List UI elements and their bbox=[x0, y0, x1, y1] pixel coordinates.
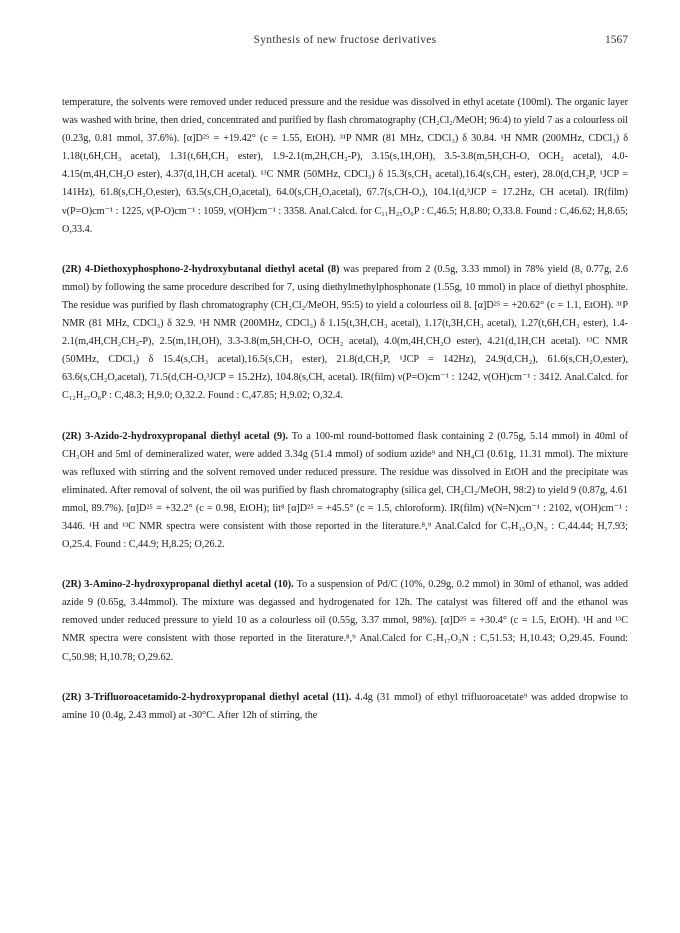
compound-heading: (2R) 4-Diethoxyphosphono-2-hydroxybutanal diethyl acetal (8) bbox=[62, 263, 340, 275]
paragraph-text: temperature, the solvents were removed under reduced pressure and the residue was dissolved in ethyl acetate (100ml). The organic layer was washed with brine, then dried, concentrated and purified by flash chromatography (CH₂Cl₂/MeOH; 96:4) to yield 7 as a colourless oil (0.23g, 0.81 mmol, 37.6%). [α]D²⁵ = +19.42° (c = 1.55, EtOH). ³¹P NMR (81 MHz, CDCl₃) δ 30.84. ¹H NMR (200MHz, CDCl₃) δ 1.18(t,6H,CH₃ acetal), 1.31(t,6H,CH₃ ester), 1.9-2.1(m,2H,CH₂-P), 3.15(s,1H,OH), 3.5-3.8(m,5H,CH-O, OCH₂ acetal), 4.0-4.15(m,4H,CH₂O ester), 4.37(d,1H,CH acetal). ¹³C NMR (50MHz, CDCl₃) δ 15.3(s,CH₃ acetal),16.4(s,CH₃ ester), 28.0(d,CH₂P, ¹JCP = 141Hz), 61.8(s,CH₂O,ester), 63.5(s,CH₂O,acetal), 64.0(s,CH₂O,acetal), 67.7(s,CH-O,), 104.1(d,³JCP = 17.2Hz, CH acetal). IR(film) ν(P=O)cm⁻¹ : 1225, ν(P-O)cm⁻¹ : 1059, ν(OH)cm⁻¹ : 3358. Anal.Calcd. for C₁₁H₂₅O₆P : C,46.5; H,8.80; O,33.8. Found : C,46.62; H,8.65; O,33.4. bbox=[62, 97, 628, 235]
document-body bbox=[62, 94, 628, 747]
paragraph-compound-11 bbox=[62, 689, 628, 725]
paragraph-text: 4.4g (31 mmol) of ethyl trifluoroacetate⁹ was added dropwise to amine 10 (0.4g, 2.43 mmol) at -30°C. After 12h of stirring, the bbox=[62, 691, 628, 721]
running-header bbox=[62, 34, 628, 50]
page-number: 1567 bbox=[605, 34, 628, 46]
compound-heading: (2R) 3-Trifluoroacetamido-2-hydroxypropanal diethyl acetal (11). bbox=[62, 691, 352, 703]
paragraph-text: was prepared from 2 (0.5g, 3.33 mmol) in 78% yield (8, 0.77g, 2.6 mmol) by following the same procedure described for 7, using diethylmethylphosphonate (1.55g, 10 mmol) in place of diethyl phosphite. The residue was purified by flash chromatography (CH₂Cl₂/MeOH, 95:5) to yield a colourless oil 8. [α]D²⁵ = +20.62° (c = 1.1, EtOH). ³¹P NMR (81 MHz, CDCl₃) δ 32.9. ¹H NMR (200MHz, CDCl₃) δ 1.15(t,3H,CH₃ acetal), 1.17(t,3H,CH₃ acetal), 1.27(t,6H,CH₃ ester), 1.4-2.1(m,4H,CH₂CH₂-P), 2.5(m,1H,OH), 3.3-3.8(m,5H,CH-O, OCH₂ acetal), 4.0(m,4H,CH₂O ester), 4.21(d,1H,CH acetal). ¹³C NMR (50MHz, CDCl₃) δ 15.4(s,CH₃ acetal),16.5(s,CH₃ ester), 21.8(d,CH₂P, ¹JCP = 142Hz), 24.9(d,CH₂), 61.6(s,CH₂O,ester), 63.6(s,CH₂O,acetal), 71.5(d,CH-O,³JCP = 15.2Hz), 104.8(s,CH, acetal). IR(film) ν(P=O)cm⁻¹ : 1242, ν(OH)cm⁻¹ : 3412. Anal.Calcd. for C₁₂H₂₇O₆P : C,48.3; H,9.0; O,32.2. Found : C,47.85; H,9.02; O,32.4. bbox=[62, 263, 628, 402]
paragraph-compound-8 bbox=[62, 261, 628, 406]
paragraph-compound-7-continuation bbox=[62, 94, 628, 239]
compound-heading: (2R) 3-Amino-2-hydroxypropanal diethyl acetal (10). bbox=[62, 579, 294, 591]
paragraph-compound-10 bbox=[62, 576, 628, 666]
running-title: Synthesis of new fructose derivatives bbox=[253, 34, 437, 46]
paragraph-compound-9 bbox=[62, 428, 628, 555]
paragraph-text: To a 100-ml round-bottomed flask containing 2 (0.75g, 5.14 mmol) in 40ml of CH₃OH and 5ml of demineralized water, were added 3.34g (51.4 mmol) of sodium azide⁹ and NH₄Cl (0.61g, 11.31 mmol). The mixture was refluxed with stirring and the solvent removed under reduced pressure. The residue was dissolved in EtOH and the precipitate was eliminated. After removal of solvent, the oil was purified by flash chromatography (silica gel, CH₂Cl₂/MeOH, 98:2) to yield 9 (0.87g, 4.61 mmol, 89.7%). [α]D²⁵ = +32.2° (c = 0.98, EtOH); lit⁸ [α]D²⁵ = +45.5° (c = 1.5, chloroform). IR(film) ν(N=N)cm⁻¹ : 2102, ν(OH)cm⁻¹ : 3446. ¹H and ¹³C NMR spectra were consistent with those reported in the literature.⁸,⁹ Anal.Calcd for C₇H₁₅O₃N₃ : C,44.44; H,7.93; O,25.4. Found : C,44.9; H,8.25; O,26.2. bbox=[62, 430, 628, 551]
paragraph-text: To a suspension of Pd/C (10%, 0.29g, 0.2 mmol) in 30ml of ethanol, was added azide 9 (0.65g, 3.44mmol). The mixture was degassed and hydrogenated for 12h. The catalyst was filtered off and the ethanol was removed under reduced pressure to yield 10 as a colourless oil (0.55g, 3.37 mmol, 98%). [α]D²⁵ = +30.4° (c = 1.5, EtOH). ¹H and ¹³C NMR spectra were consistent with those reported in the literature.⁸,⁹ Anal.Calcd for C₇H₁₇O₃N : C,51.53; H,10.43; O,29.45. Found: C,50.98; H,10.78; O,29.62. bbox=[62, 579, 629, 663]
compound-heading: (2R) 3-Azido-2-hydroxypropanal diethyl acetal (9). bbox=[62, 430, 289, 442]
